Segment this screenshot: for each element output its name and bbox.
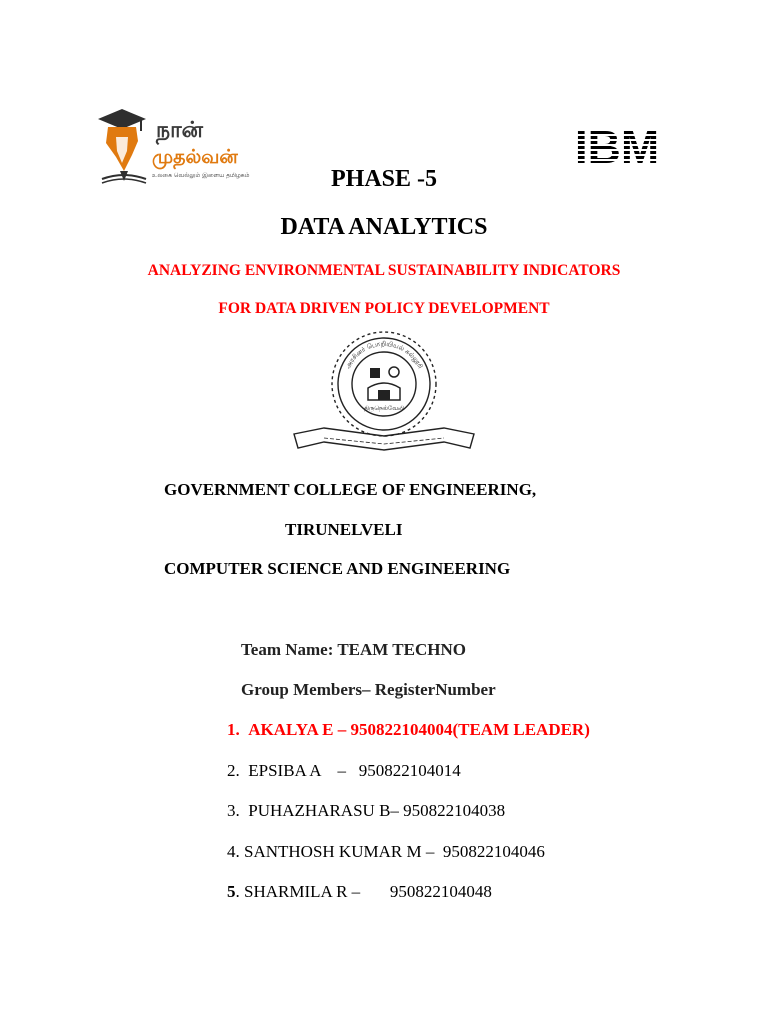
member-number: 5 xyxy=(227,882,236,901)
project-title-line-2: FOR DATA DRIVEN POLICY DEVELOPMENT xyxy=(218,300,550,317)
member-number: 3. xyxy=(227,801,240,820)
member-1 xyxy=(227,720,590,740)
project-title-line-1: ANALYZING ENVIRONMENTAL SUSTAINABILITY INDICATORS xyxy=(147,262,621,279)
college-seal xyxy=(284,330,484,458)
member-number: 4. xyxy=(227,842,240,861)
team-name: Team Name: TEAM TECHNO xyxy=(241,640,466,659)
member-text: SANTHOSH KUMAR M – 950822104046 xyxy=(244,842,545,861)
member-number: 1. xyxy=(227,720,240,739)
member-5 xyxy=(227,882,492,902)
svg-text:நான்: நான் xyxy=(156,118,203,143)
svg-text:அரசினர் பொறியியல் கல்லூரி: அரசினர் பொறியியல் கல்லூரி xyxy=(343,339,425,370)
member-text: . SHARMILA R – 950822104048 xyxy=(235,882,492,901)
svg-text:IBM: IBM xyxy=(574,126,660,166)
member-2 xyxy=(227,761,461,781)
member-text: PUHAZHARASU B– 950822104038 xyxy=(248,801,506,820)
svg-text:திருநெல்வேலி: திருநெல்வேலி xyxy=(363,405,405,412)
subject-heading: DATA ANALYTICS xyxy=(280,214,488,240)
member-number: 2. xyxy=(227,761,240,780)
member-4 xyxy=(227,842,545,862)
member-text: AKALYA E – 950822104004(TEAM LEADER) xyxy=(248,720,590,739)
svg-text:உலகை வெல்லும் இளைய தமிழகம்: உலகை வெல்லும் இளைய தமிழகம் xyxy=(152,172,250,179)
ibm-logo xyxy=(563,126,671,166)
phase-heading: PHASE -5 xyxy=(330,166,437,192)
svg-text:முதல்வன்: முதல்வன் xyxy=(152,146,238,168)
department-name: COMPUTER SCIENCE AND ENGINEERING xyxy=(164,559,511,578)
college-name: GOVERNMENT COLLEGE OF ENGINEERING, xyxy=(164,480,537,499)
member-text: EPSIBA A – 950822104014 xyxy=(248,761,461,780)
members-header: Group Members– RegisterNumber xyxy=(241,680,496,699)
college-city: TIRUNELVELI xyxy=(285,520,403,539)
member-3 xyxy=(227,801,505,821)
